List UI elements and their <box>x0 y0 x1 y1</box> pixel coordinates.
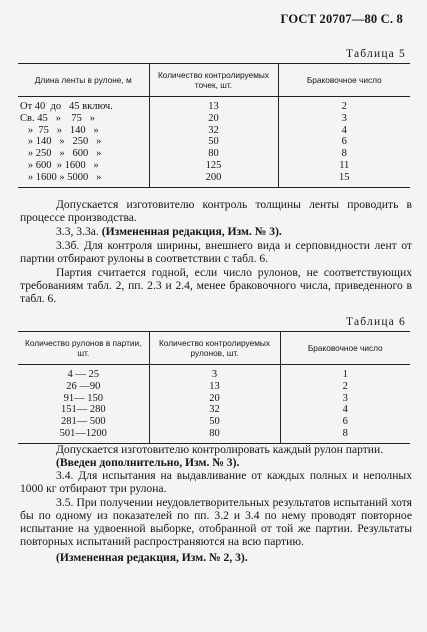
table-6-cell: 8 <box>280 428 410 443</box>
table-5-cell: От 40 до 45 включ. <box>20 101 113 112</box>
table-6-cell: 50 <box>149 416 280 428</box>
table-5-row <box>18 160 410 172</box>
table-6-cell: 4 — 25 <box>67 369 99 380</box>
table-6-cell: 91— 150 <box>63 392 103 404</box>
table-5-header-reject: Браковочное число <box>278 64 410 97</box>
table-6-cell: 3 <box>149 365 280 381</box>
table-5-cell: » 140 » 250 » <box>20 136 102 148</box>
clause-number: 3.3, 3.3а. <box>56 225 99 238</box>
table-5-cell: 200 <box>149 172 278 187</box>
table-6-cell: 32 <box>149 404 280 416</box>
table-6 <box>18 331 410 444</box>
table-6-cell: 281— 500 <box>60 416 106 428</box>
paragraph-thickness-control: Допускается изготовителю контроль толщины ленты проводить в процессе производства. <box>20 198 412 224</box>
table-5-cell: 8 <box>278 148 410 160</box>
table-5-cell: 6 <box>278 136 410 148</box>
table-5-cell: Св. 45 » 75 » <box>20 112 95 124</box>
table-6-cell: 26 —90 <box>66 380 101 392</box>
paragraph-3-5: 3.5. При получении неудовлетворительных результатов испытаний хотя бы по одному из показателей по пп. 3.2 и 3.4 по нему проводят повторное испытание на удвоенной выборке, отобранной от той же партии. Результаты повторных испытаний распространяются на всю партию. <box>20 496 412 548</box>
table-6-header-reject: Браковочное число <box>280 332 410 365</box>
table-5-row <box>18 113 410 125</box>
paragraph-3-3b: 3.3б. Для контроля ширины, внешнего вида и серповидности лент от партии отбирают рулоны в соответствии с табл. 6. <box>20 239 412 265</box>
table-5-cell: 2 <box>278 97 410 113</box>
table-6-row <box>18 365 410 381</box>
table-5-cell: » 250 » 600 » <box>20 148 102 160</box>
table-5-body <box>18 97 410 188</box>
table-6-row <box>18 404 410 416</box>
table-5-cell: 4 <box>278 125 410 137</box>
amendment-note: (Измененная редакция, Изм. № 3). <box>101 225 282 238</box>
table-6-row <box>18 428 410 443</box>
table-5 <box>18 63 410 188</box>
table-6-cell: 4 <box>280 404 410 416</box>
table-5-row <box>18 97 410 113</box>
table-5-header-points: Количество контролируемых точек, шт. <box>149 64 278 97</box>
table-6-cell: 151— 280 <box>60 404 106 416</box>
table-6-body <box>18 365 410 444</box>
table-6-cell: 20 <box>149 393 280 405</box>
table-6-header-controlled: Количество контролируемых рулонов, шт. <box>149 332 280 365</box>
paragraph-3-4: 3.4. Для испытания на выдавливание от каждых полных и неполных 1000 кг отбирают три рулона. <box>20 469 412 495</box>
table-6-row <box>18 381 410 393</box>
table-6-header-rolls: Количество рулонов в партии, шт. <box>25 338 142 358</box>
table-6-cell: 1 <box>280 365 410 381</box>
table-6-caption: Таблица 6 <box>346 316 406 328</box>
paragraph-amendment-3-3 <box>20 225 412 238</box>
table-5-cell: 11 <box>278 160 410 172</box>
table-5-row <box>18 136 410 148</box>
table-5-cell: » 1600 » 5000 » <box>20 171 102 183</box>
table-6-cell: 501—1200 <box>59 427 107 439</box>
table-6-cell: 3 <box>280 393 410 405</box>
amendment-introduced: (Введен дополнительно, Изм. № 3). <box>56 456 240 469</box>
table-5-cell: » 600 » 1600 » <box>20 159 99 171</box>
table-5-row <box>18 172 410 187</box>
table-5-header-length: Длина ленты в рулоне, м <box>34 75 132 85</box>
table-6-cell: 6 <box>280 416 410 428</box>
table-5-cell: 80 <box>149 148 278 160</box>
table-5-cell: 13 <box>149 97 278 113</box>
table-6-cell: 2 <box>280 381 410 393</box>
table-5-cell: 15 <box>278 172 410 187</box>
table-6-cell: 80 <box>149 428 280 443</box>
table-6-row <box>18 416 410 428</box>
table-5-row <box>18 125 410 137</box>
table-5-row <box>18 148 410 160</box>
paragraph-batch-acceptance: Партия считается годной, если число рулонов, не соответствующих требованиям табл. 2, пп. 2.3 и 2.4, менее браковочного числа, приведенного в табл. 6. <box>20 266 412 305</box>
page-header: ГОСТ 20707—80 С. 8 <box>280 12 403 26</box>
table-6-row <box>18 393 410 405</box>
table-5-cell: 50 <box>149 136 278 148</box>
table-5-cell: 20 <box>149 113 278 125</box>
amendment-final: (Измененная редакция, Изм. № 2, 3). <box>56 551 248 564</box>
table-6-cell: 13 <box>149 381 280 393</box>
table-5-cell: 32 <box>149 125 278 137</box>
paragraph-each-roll: Допускается изготовителю контролировать каждый рулон партии. <box>56 443 384 456</box>
table-5-cell: 3 <box>278 113 410 125</box>
table-5-cell: 125 <box>149 160 278 172</box>
table-5-cell: » 75 » 140 » <box>20 124 99 136</box>
table-5-caption: Таблица 5 <box>346 48 406 60</box>
